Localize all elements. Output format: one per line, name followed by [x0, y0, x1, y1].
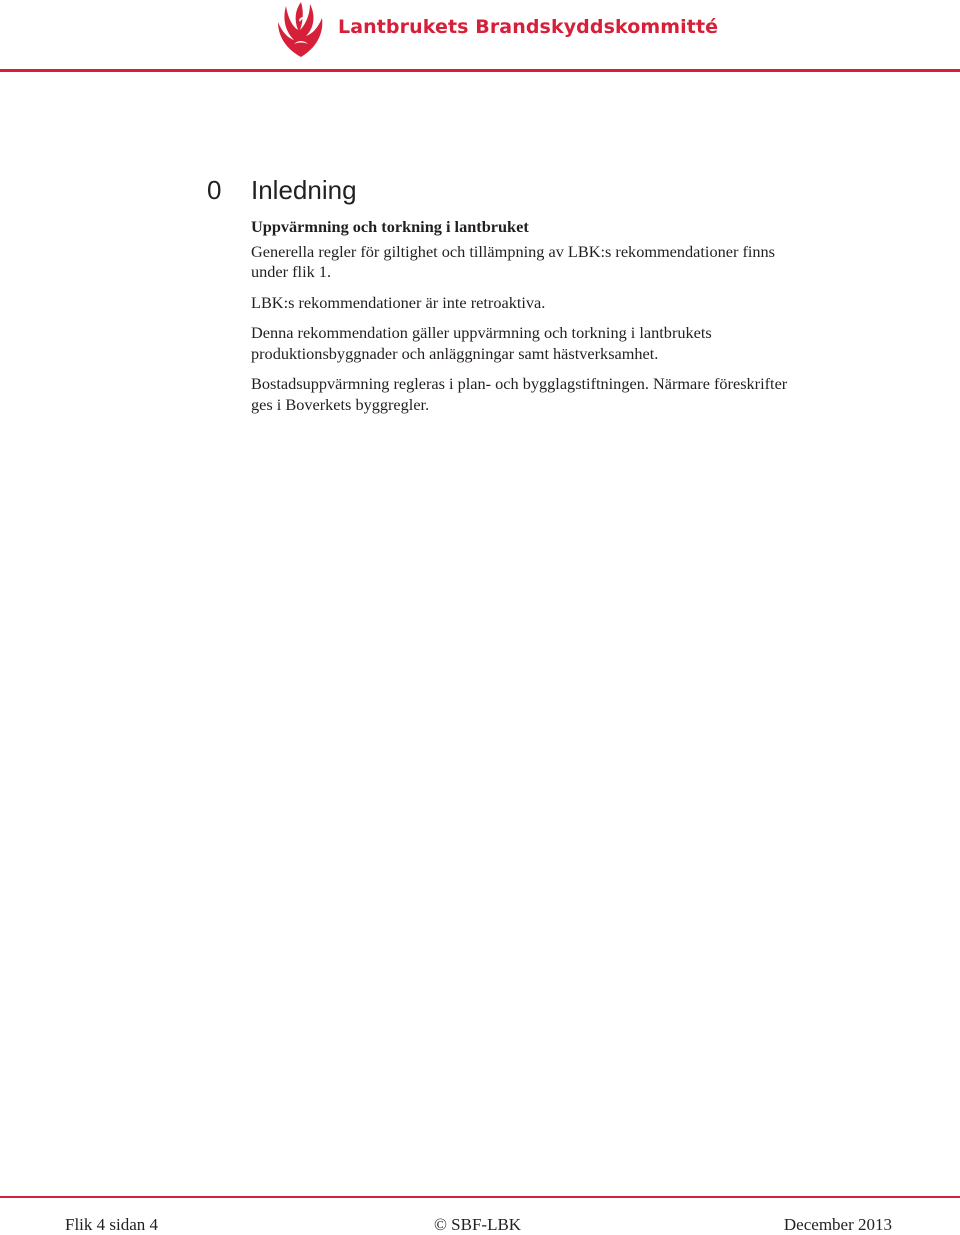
- footer-divider: [0, 1196, 960, 1198]
- footer-copyright: © SBF-LBK: [434, 1215, 522, 1234]
- footer-date: December 2013: [783, 1215, 892, 1234]
- phoenix-flame-logo-icon: [270, 0, 332, 58]
- paragraph-scope: Denna rekommendation gäller uppvärmning och torkning i lantbrukets produktionsbyggnader och anläggningar samt hästverksamhet.: [251, 323, 712, 363]
- chapter-heading: [207, 171, 797, 211]
- section-body: [251, 217, 797, 415]
- chapter-title: Inledning: [251, 175, 357, 205]
- header-divider: [0, 69, 960, 72]
- paragraph-retroactive: LBK:s rekommendationer är inte retroaktiva.: [251, 292, 546, 312]
- footer-page-ref: Flik 4 sidan 4: [65, 1215, 159, 1234]
- chapter-number: 0: [207, 175, 222, 205]
- paragraph-housing-heating: Bostadsuppvärmning regleras i plan- och bygglagstiftningen. Närmare föreskrifter ges i Boverkets byggregler.: [251, 374, 788, 414]
- main-content: [207, 171, 797, 425]
- paragraph-validity: Generella regler för giltighet och tillämpning av LBK:s rekommendationer finns under flik 1.: [251, 241, 776, 281]
- organization-name: Lantbrukets Brandskyddskommitté: [338, 16, 719, 38]
- section-subheading: Uppvärmning och torkning i lantbruket: [251, 217, 529, 236]
- page-header: [0, 0, 960, 72]
